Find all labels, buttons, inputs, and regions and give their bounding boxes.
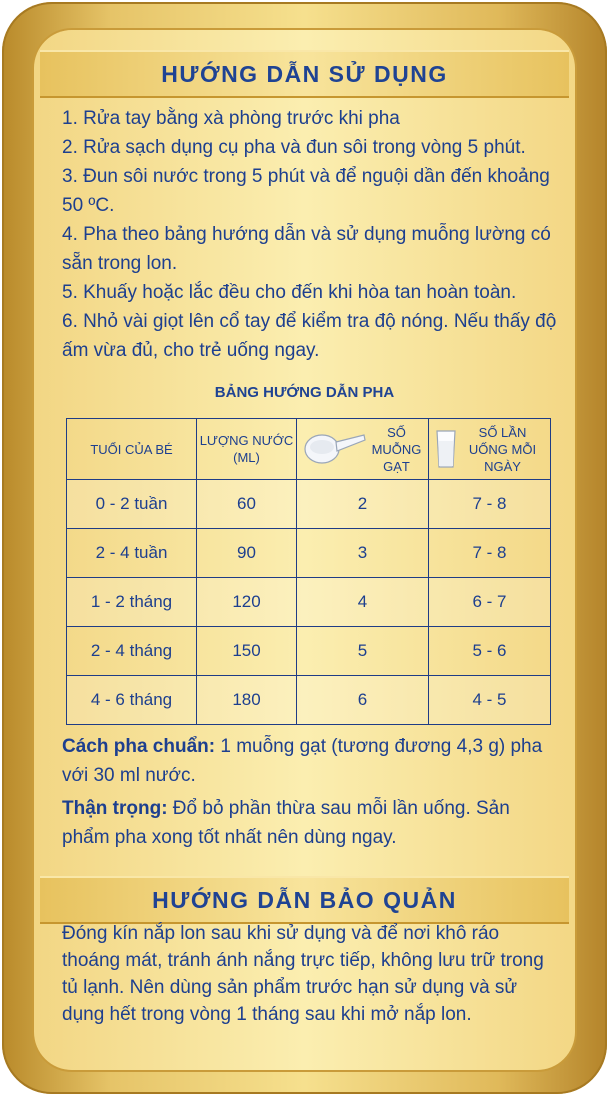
storage-title: HƯỚNG DẪN BẢO QUẢN: [152, 886, 457, 913]
header-scoops: SỐ MUỖNG GẠT: [297, 419, 429, 480]
cell-water: 180: [197, 676, 297, 725]
mixing-table-title: BẢNG HƯỚNG DẪN PHA: [214, 384, 395, 401]
storage-header: [40, 876, 569, 924]
caution-text: Đổ bỏ phần thừa sau mỗi lần uống. Sản phẩm pha xong tốt nhất nên dùng ngay.: [62, 798, 510, 848]
table-row: [67, 627, 551, 676]
header-water: LƯỢNG NƯỚC (ML): [197, 419, 297, 480]
cell-scoops: 2: [297, 480, 429, 529]
table-row: [67, 676, 551, 725]
table-row: [67, 578, 551, 627]
storage-text: Đóng kín nắp lon sau khi sử dụng và để nơi khô ráo thoáng mát, tránh ánh nắng trực tiếp, không lưu trữ trong tủ lạnh. Nên dùng sản phẩm trước hạn sử dụng và sử dụng hết trong vòng 1 tháng sau khi mở nắp lon.: [62, 923, 544, 1025]
header-age: TUỔI CỦA BÉ: [67, 419, 197, 480]
step-2: 2. Rửa sạch dụng cụ pha và đun sôi trong vòng 5 phút.: [62, 137, 526, 158]
cell-scoops: 4: [297, 578, 429, 627]
standard-mix-note: [62, 732, 562, 790]
table-header-row: [67, 419, 551, 480]
cell-water: 60: [197, 480, 297, 529]
cell-times: 7 - 8: [429, 529, 551, 578]
table-row: [67, 529, 551, 578]
usage-header: [40, 50, 569, 98]
cell-times: 6 - 7: [429, 578, 551, 627]
step-6: 6. Nhỏ vài giọt lên cổ tay để kiểm tra độ nóng. Nếu thấy độ ấm vừa đủ, cho trẻ uống ngay.: [62, 311, 557, 361]
step-1: 1. Rửa tay bằng xà phòng trước khi pha: [62, 108, 400, 129]
cell-water: 150: [197, 627, 297, 676]
step-5: 5. Khuấy hoặc lắc đều cho đến khi hòa tan hoàn toàn.: [62, 282, 517, 303]
mixing-table: [66, 418, 551, 725]
step-4: 4. Pha theo bảng hướng dẫn và sử dụng muỗng lường có sẵn trong lon.: [62, 224, 551, 274]
header-times: SỐ LẦN UỐNG MỖI NGÀY: [429, 419, 551, 480]
usage-steps: [62, 104, 562, 365]
cell-age: 2 - 4 tháng: [67, 627, 197, 676]
caution-note: [62, 794, 562, 852]
cell-times: 5 - 6: [429, 627, 551, 676]
cell-times: 7 - 8: [429, 480, 551, 529]
cell-scoops: 5: [297, 627, 429, 676]
cell-age: 1 - 2 tháng: [67, 578, 197, 627]
table-row: [67, 480, 551, 529]
cell-times: 4 - 5: [429, 676, 551, 725]
usage-title: HƯỚNG DẪN SỬ DỤNG: [161, 60, 448, 87]
standard-mix-label: Cách pha chuẩn:: [62, 736, 216, 757]
cell-scoops: 3: [297, 529, 429, 578]
standard-mix-text: 1 muỗng gạt (tương đương 4,3 g) pha với 30 ml nước.: [62, 736, 543, 786]
milk-glass-icon: [435, 429, 457, 469]
cell-age: 0 - 2 tuần: [67, 480, 197, 529]
cell-water: 90: [197, 529, 297, 578]
measuring-scoop-icon: [302, 429, 366, 469]
step-3: 3. Đun sôi nước trong 5 phút và để nguội dần đến khoảng 50 ºC.: [62, 166, 550, 216]
mixing-notes: [62, 732, 562, 856]
cell-age: 2 - 4 tuần: [67, 529, 197, 578]
cell-scoops: 6: [297, 676, 429, 725]
cell-water: 120: [197, 578, 297, 627]
cell-age: 4 - 6 tháng: [67, 676, 197, 725]
caution-label: Thận trọng:: [62, 798, 168, 819]
